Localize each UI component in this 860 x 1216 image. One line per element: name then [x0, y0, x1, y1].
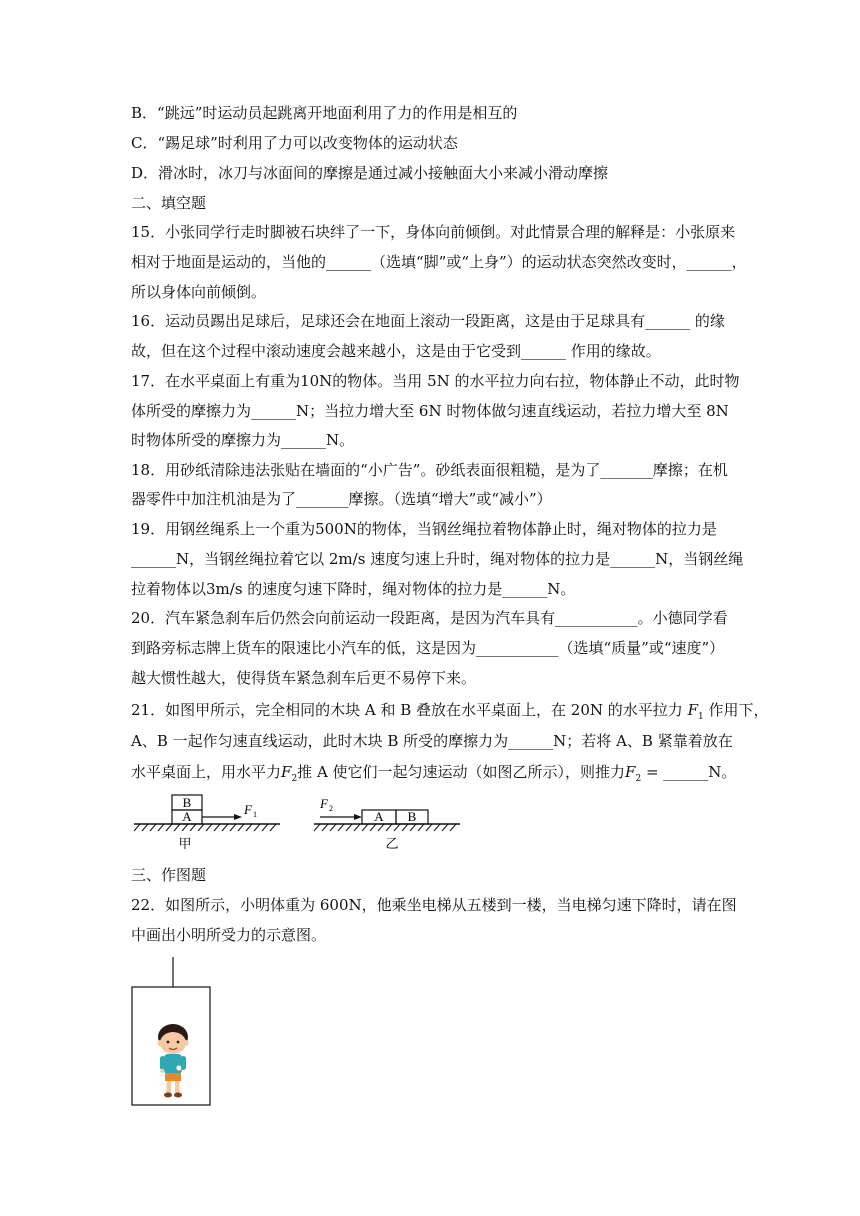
section-heading-drawing: 三、作图题 [131, 866, 207, 884]
q15-line-1: 15．小张同学行走时脚被石块绊了一下，身体向前倾倒。对此情景合理的解释是：小张原来 [131, 223, 736, 241]
label-f1: F [244, 802, 252, 817]
boy-figure-icon [158, 1024, 189, 1098]
option-d: D．滑冰时，冰刀与冰面间的摩擦是通过减小接触面大小来减小滑动摩擦 [131, 164, 609, 182]
figure-jia [134, 795, 280, 852]
option-c: C．“踢足球”时利用了力可以改变物体的运动状态 [131, 134, 458, 152]
label-f2: F [320, 796, 328, 811]
label-b-right: B [407, 809, 417, 824]
q21-line-2: A、B 一起作匀速直线运动，此时木块 B 所受的摩擦力为______N；若将 A、B 紧靠着放在 [131, 732, 733, 750]
q21-figure [130, 790, 470, 855]
q18-line-1: 18．用砂纸清除违法张贴在墙面的“小广告”。砂纸表面很粗糙，是为了_______摩擦；在机 [131, 461, 728, 479]
q22-elevator-figure [128, 955, 218, 1110]
q19-line-2: ______N，当钢丝绳拉着它以 2m/s 速度匀速上升时，绳对物体的拉力是______N，当钢丝绳 [131, 550, 744, 568]
option-b: B．“跳远”时运动员起跳离开地面利用了力的作用是相互的 [131, 104, 518, 122]
q20-line-1: 20．汽车紧急刹车后仍然会向前运动一段距离，是因为汽车具有___________。小德同学看 [131, 609, 728, 627]
section-heading-fill-in: 二、填空题 [131, 194, 207, 212]
caption-jia: 甲 [178, 837, 192, 852]
q22-line-2: 中画出小明所受力的示意图。 [131, 926, 327, 944]
q18-line-2: 器零件中加注机油是为了_______摩擦。（选填“增大”或“减小”） [131, 490, 552, 508]
q15-line-3: 所以身体向前倾倒。 [131, 283, 267, 301]
label-a-right: A [374, 809, 384, 824]
q17-line-1: 17．在水平桌面上有重为10N的物体。当用 5N 的水平拉力向右拉，物体静止不动，此时物 [131, 372, 740, 390]
svg-text:2: 2 [329, 804, 333, 813]
q19-line-1: 19．用钢丝绳系上一个重为500N的物体，当钢丝绳拉着物体静止时，绳对物体的拉力是 [131, 520, 717, 538]
svg-text:1: 1 [253, 810, 257, 819]
q20-line-3: 越大惯性越大，使得货车紧急刹车后更不易停下来。 [131, 669, 477, 687]
figure-yi [314, 796, 460, 852]
q22-line-1: 22．如图所示，小明体重为 600N，他乘坐电梯从五楼到一楼，当电梯匀速下降时，请在图 [131, 896, 737, 914]
q16-line-1: 16．运动员踢出足球后，足球还会在地面上滚动一段距离，这是由于足球具有______ 的缘 [131, 312, 725, 330]
label-a-left: A [182, 809, 192, 824]
q17-line-3: 时物体所受的摩擦力为______N。 [131, 431, 355, 449]
q16-line-2: 故，但在这个过程中滚动速度会越来越小，这是由于它受到______ 作用的缘故。 [131, 342, 661, 360]
q17-line-2: 体所受的摩擦力为______N；当拉力增大至 6N 时物体做匀速直线运动，若拉力增大至 8N [131, 402, 729, 420]
q15-line-2: 相对于地面是运动的，当他的______（选填“脚”或“上身”）的运动状态突然改变时，______， [131, 253, 747, 271]
label-b-left: B [182, 795, 192, 810]
q21-line-1: 21．如图甲所示，完全相同的木块 A 和 B 叠放在水平桌面上，在 20N 的水平拉力 $F_1$ 作用下， [131, 701, 769, 722]
q19-line-3: 拉着物体以3m/s 的速度匀速下降时，绳对物体的拉力是______N。 [131, 580, 576, 598]
caption-yi: 乙 [385, 837, 399, 852]
q20-line-2: 到路旁标志牌上货车的限速比小汽车的低，这是因为___________（选填“质量”或“速度”） [131, 639, 725, 657]
q21-line-3: 水平桌面上，用水平力$F_2$推 A 使它们一起匀速运动（如图乙所示），则推力$F_2$ = ______N。 [131, 763, 737, 784]
